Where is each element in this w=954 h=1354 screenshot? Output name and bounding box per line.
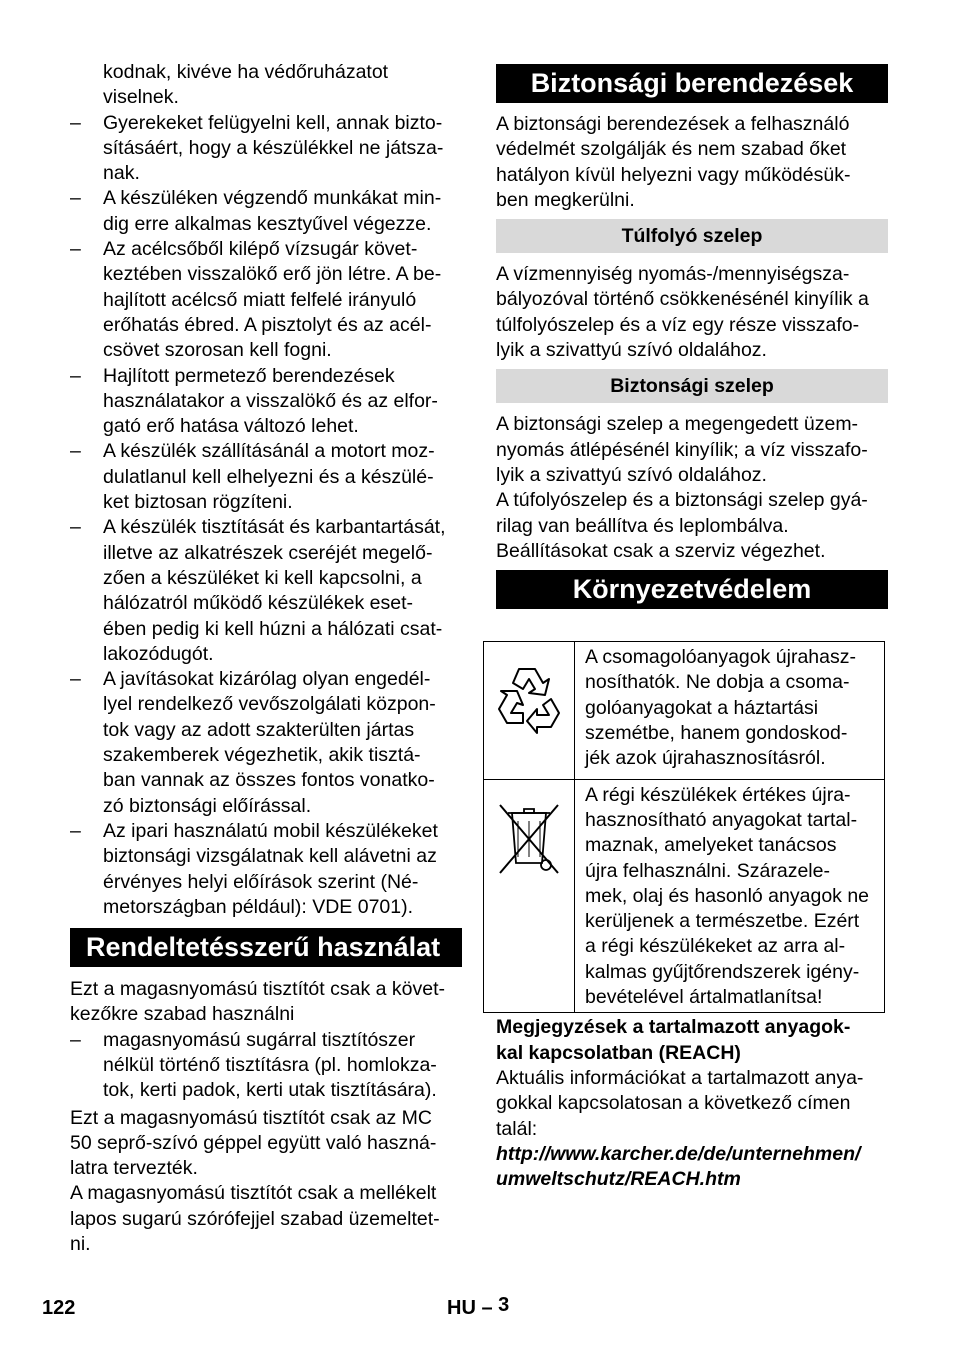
bullet-line: A készülék tisztítását és karbantartását, <box>103 516 446 539</box>
bullet-line: ket biztosan rögzíteni. <box>103 491 293 514</box>
bullet-line: gató erő hatása változó lehet. <box>103 415 359 438</box>
bullet-line: nak. <box>103 162 140 185</box>
bullet-line: A javításokat kizárólag olyan engedél- <box>103 668 431 691</box>
bullet-line: dig erre alkalmas kesztyűvel végezze. <box>103 212 432 235</box>
safety-valve-text: A biztonsági szelep a megengedett üzem- nyomás átlépésénél kinyílik; a víz visszafo- lyik a szivattyú szívó oldalához. A túfolyószelep és a biztonsági szelep gyá- rilag van beállítva és leplombálva. Beállításokat csak a szerviz végezhet. <box>496 413 868 562</box>
text-cell: A csomagolóanyagok újrahasz- nosíthatók. Ne dobja a csoma- golóanyagokat a háztartási szemétbe, hanem gondoskod- jék azok újrahasznosításról. <box>575 642 885 779</box>
bullet-line: biztonsági vizsgálatnak kell alávetni az <box>103 845 437 868</box>
bullet-line: zően a készüléket ki kell kapcsolni, a <box>103 566 422 589</box>
intended-paragraph-2: Ezt a magasnyomású tisztítót csak az MC 50 seprő-szívó géppel együtt való haszná- latra tervezték. <box>70 1106 437 1180</box>
bullet-line: erőhatás ébred. A pisztolyt és az acél- <box>103 313 432 336</box>
bullet-line: metországban például): VDE 0701). <box>103 895 414 918</box>
bullet-line: tok vagy az adott szakterülten jártas <box>103 718 415 741</box>
bullet-line: dulatlanul kell elhelyezni és a készülé- <box>103 465 434 488</box>
subheading-overflow-valve: Túlfolyó szelep <box>496 219 888 253</box>
bullet-item <box>70 186 462 237</box>
bullet-item <box>70 439 462 515</box>
bullet-line: A készülék szállításánál a motort moz- <box>103 440 435 463</box>
bullet-item <box>70 364 462 440</box>
bullet-line: használatakor a visszalökő és az elfor- <box>103 389 438 412</box>
bullet-line: hajlított acélcső miatt felfelé irányuló <box>103 288 417 311</box>
bullet-line: zó biztonsági előírással. <box>103 794 312 817</box>
bullet-line: Gyerekeket felügyelni kell, annak bizto- <box>103 111 443 134</box>
bullet-line: ében pedig ki kell húzni a hálózati csat- <box>103 617 443 640</box>
bullet-line: Az ipari használatú mobil készülékeket <box>103 819 438 842</box>
overflow-valve-text: A vízmennyiség nyomás-/mennyiségsza- bályozóval történő csökkenésénél kinyílik a túlfolyószelep és a víz egy része visszafo- lyik a szivattyú szívó oldalához. <box>496 263 869 362</box>
intended-intro: Ezt a magasnyomású tisztítót csak a követ- kezőkre szabad használni <box>70 978 445 1026</box>
bullet-line: hálózatról működő készülékek eset- <box>103 592 413 615</box>
bullet-item <box>70 515 462 667</box>
section-heading-environment: Környezetvédelem <box>496 570 888 609</box>
page-number: 122 <box>42 1297 76 1319</box>
table-row <box>484 779 885 1013</box>
bullet-item <box>70 667 462 819</box>
bullet-item <box>70 819 462 920</box>
crossed-bin-icon <box>494 799 564 879</box>
reach-text: Aktuális információkat a tartalmazott anya- gokkal kapcsolatosan a következő címen talál: <box>496 1066 864 1140</box>
text-line: kodnak, kivéve ha védőruházatot <box>103 61 389 83</box>
bullet-line: csövet szorosan kell fogni. <box>103 339 332 362</box>
left-column <box>70 60 462 1257</box>
icon-cell <box>484 779 575 1013</box>
bullet-line: Hajlított permetező berendezések <box>103 364 395 387</box>
continued-item <box>70 60 462 111</box>
subheading-safety-valve: Biztonsági szelep <box>496 369 888 403</box>
bullet-line: Az acélcsőből kilépő vízsugár követ- <box>103 238 418 261</box>
bullet-line: A készüléken végzendő munkákat min- <box>103 187 442 210</box>
bullet-line: ban vannak az összes fontos vonatko- <box>103 769 435 792</box>
bullet-item <box>70 237 462 363</box>
bullet-item <box>70 111 462 187</box>
section-heading-safety-devices: Biztonsági berendezések <box>496 64 888 103</box>
bullet-line: keztében visszalökő erő jön létre. A be- <box>103 263 442 286</box>
bullet-line: lyel rendelkező vevőszolgálati közpon- <box>103 693 436 716</box>
right-column <box>496 60 888 1192</box>
recycle-icon <box>489 657 569 737</box>
safety-bullet-list <box>70 111 462 921</box>
text-cell: A régi készülékek értékes újra- hasznosítható anyagokat tartal- maznak, amelyeket tanácsos újra felhasználni. Szárazele- mek, olaj és hasonló anyagok ne kerüljenek a természetbe. Ezért a régi készülékeket az arra al- kalmas gyűjtőrendszerek igény- bevételével ártalmatlanítsa! <box>575 779 885 1013</box>
footer-language: HU – 3 <box>447 1294 510 1319</box>
environment-table <box>483 641 885 1013</box>
safety-intro: A biztonsági berendezések a felhasználó védelmét szolgálják és nem szabad őket hatályon kívül helyezni vagy működésük- ben megkerülni. <box>496 113 851 211</box>
bullet-line: szakemberek végezhetik, akik tisztá- <box>103 744 421 767</box>
bullet-line: érvényes helyi előírások szerint (Né- <box>103 870 419 893</box>
bullet-line: sításáért, hogy a készülékkel ne játsza- <box>103 136 444 159</box>
icon-cell <box>484 642 575 779</box>
reach-title: Megjegyzések a tartalmazott anyagok- kal kapcsolatban (REACH) <box>496 1016 851 1064</box>
bullet-line: illetve az alkatrészek cseréjét megelő- <box>103 541 433 564</box>
intended-bullet: – magasnyomású sugárral tisztítószer nélkül történő tisztításra (pl. homlokza- tok, kerti padok, kerti utak tisztítására). <box>70 1028 462 1104</box>
text-line: viselnek. <box>103 86 179 109</box>
intended-paragraph-3: A magasnyomású tisztítót csak a mellékelt lapos sugarú szórófejjel szabad üzemeltet- ni. <box>70 1182 440 1256</box>
reach-link[interactable]: http://www.karcher.de/de/unternehmen/ umweltschutz/REACH.htm <box>496 1142 861 1191</box>
section-heading-intended-use: Rendeltetésszerű használat <box>70 928 462 967</box>
table-row <box>484 642 885 779</box>
bullet-line: lakozódugót. <box>103 642 214 665</box>
